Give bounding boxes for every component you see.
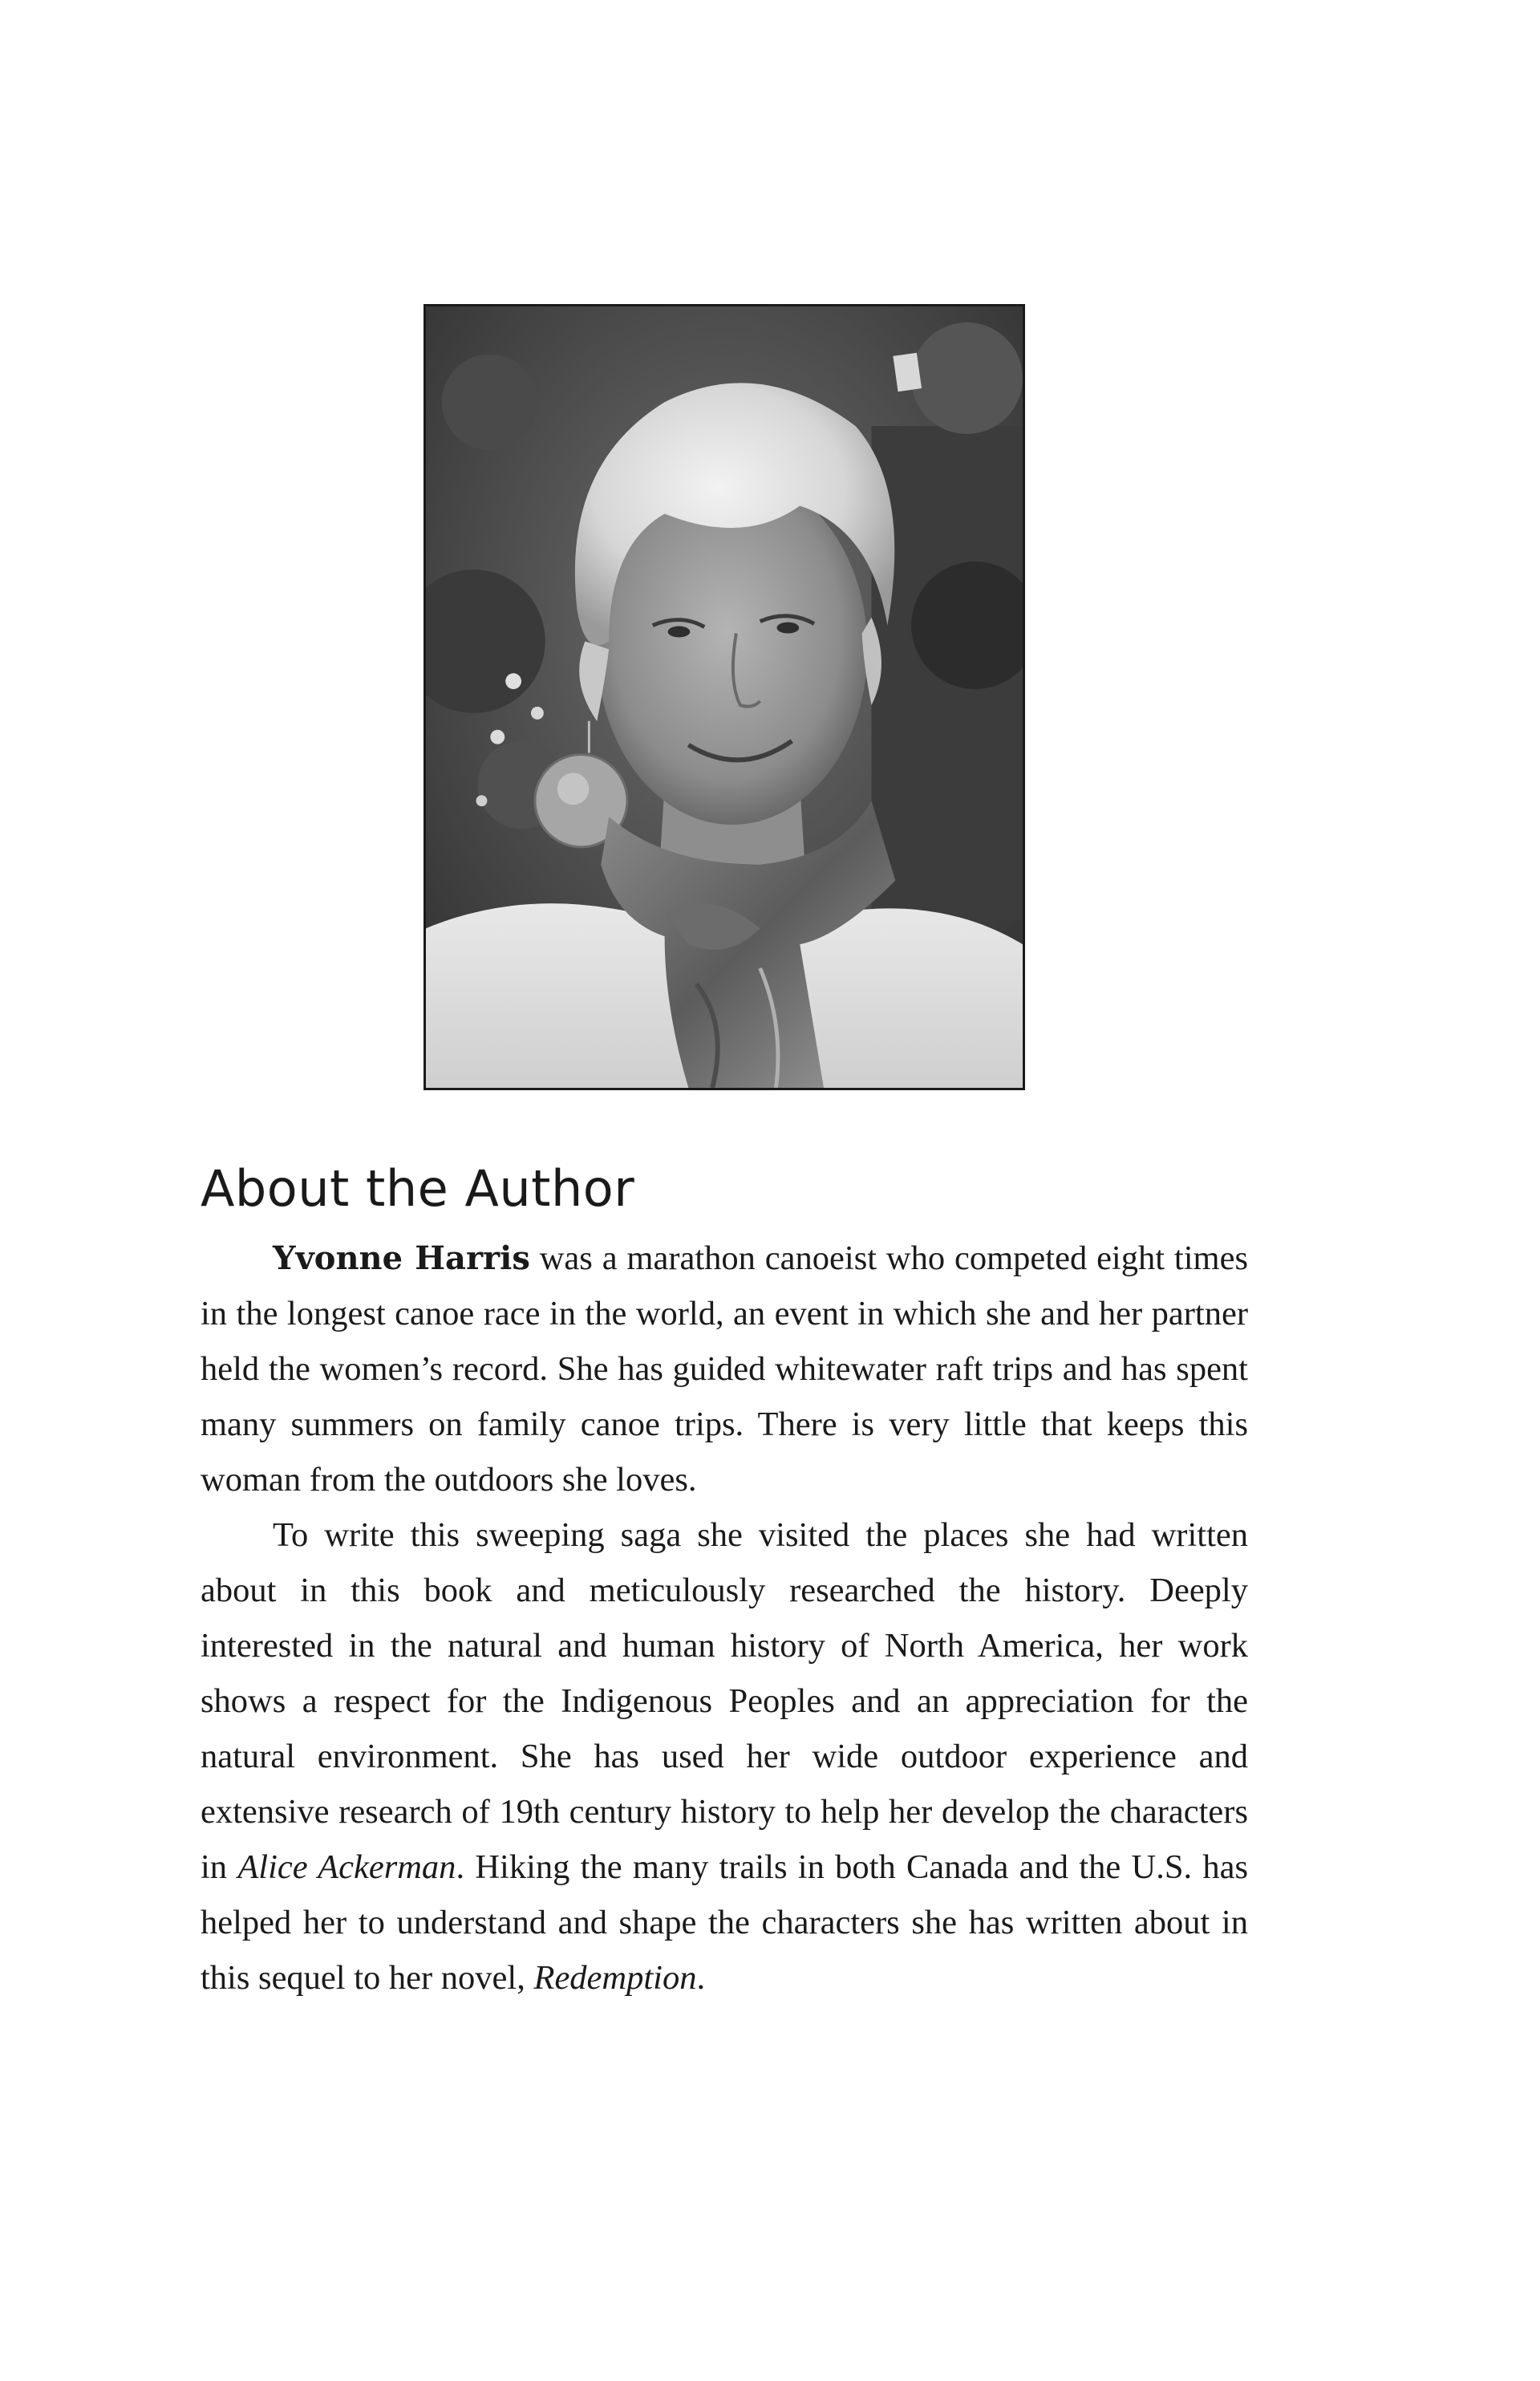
author-name: Yvonne Harris — [273, 1239, 530, 1277]
page-title: About the Author — [201, 1159, 635, 1218]
author-photo — [424, 304, 1025, 1090]
bio-paragraph-1 — [201, 1231, 1248, 1507]
book-title-alice-ackerman: Alice Ackerman — [237, 1848, 456, 1886]
bio-paragraph-1-text: was a marathon canoeist who competed eight times in the longest canoe race in the world, an event in which she and her partner held the women’s record. She has guided whitewater raft trips and has spent many summers on family canoe trips. There is very little that keeps this woman from the outdoors she loves. — [201, 1239, 1248, 1499]
author-bio — [201, 1231, 1248, 2006]
author-portrait-icon — [426, 306, 1023, 1088]
bio-paragraph-2-text-a: To write this sweeping saga she visited the places she had written about in this book and meticulously researched the history. Deeply interested in the natural and human history of North America, her work shows a respect for the Indigenous Peoples and an appreciation for the natural environment. She has used her wide outdoor experience and extensive research of 19th century history to help her develop the characters in — [201, 1516, 1248, 1886]
bio-paragraph-2-text-c: . — [696, 1959, 706, 1997]
book-title-redemption: Redemption — [533, 1959, 697, 1997]
bio-paragraph-2-text-b: . Hiking the many trails in both Canada and the U.S. has helped her to understand and shape the characters she has written about in this sequel to her novel, — [201, 1848, 1249, 1997]
bio-paragraph-2 — [201, 1507, 1248, 2006]
